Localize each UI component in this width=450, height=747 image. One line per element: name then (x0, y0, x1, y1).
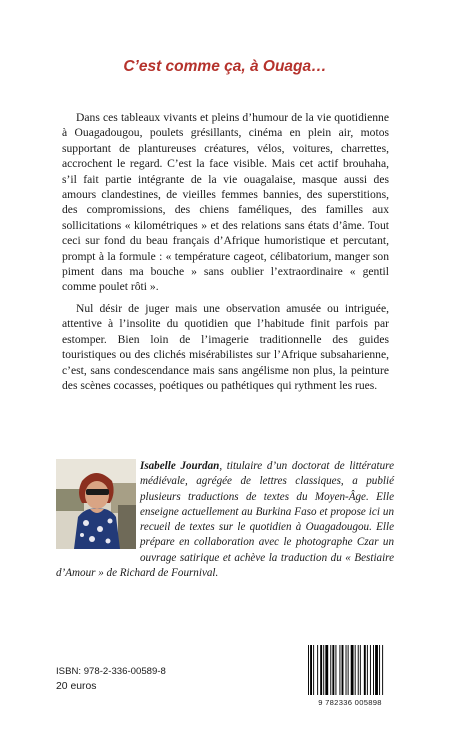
author-section (56, 459, 394, 609)
author-bio-text: , titulaire d’un doctorat de littérature médiévale, agrégée de lettres classiques, a publié plusieurs traductions de textes du Moyen-Âge. Elle enseigne actuellement au Burkina Faso et propose ici un recueil de textes sur le quotidien à Ouagadougou. Elle prépare en collaboration avec le photographe Czar un ouvrage satirique et achève la traduction du « Bestiaire d’Amour » de Richard de Fournival. (56, 460, 395, 580)
author-photo (56, 459, 136, 549)
isbn-label: ISBN: 978-2-336-00589-8 (56, 666, 166, 677)
barcode (304, 645, 396, 707)
barcode-number: 9 782336 005898 (318, 698, 382, 707)
price-label: 20 euros (56, 681, 97, 692)
author-name: Isabelle Jourdan (140, 460, 220, 472)
book-title: C’est comme ça, à Ouaga… (123, 58, 327, 75)
blurb-paragraph-1: Dans ces tableaux vivants et pleins d’humour de la vie quotidienne à Ouagadougou, poulets grésillants, cinéma en plein air, motos supportant de plantureuses créatures, vélos, voitures, charrettes, accrochent le regard. C’est la face visible. Mais cet actif brouhaha, s’il fait partie intégrante de la vie ouagalaise, masque aussi des amours clandestines, de vieilles femmes bannies, des superstitions, des compromissions, des chiens faméliques, des familles aux sollicitations « kilométriques » et des relations sans états d’âme. Tout ceci sur fond du beau français d’Afrique humoristique et percutant, prompt à la formule : « température cageot, célibatorium, manger son piment dans ma bouche » sans oublier l’extraordinaire « gentil comme poulet rôti ». (62, 111, 389, 294)
blurb (62, 110, 389, 393)
blurb-paragraph-2: Nul désir de juger mais une observation amusée ou intriguée, attentive à l’insolite du quotidien que l’habitude finit parfois par estomper. Bien loin de l’imagerie traditionnelle des guides touristiques ou des clichés misérabilistes sur l’Afrique subsaharienne, c’est, sans condescendance mais sans angélisme non plus, la peinture des scènes cocasses, poétiques ou pathétiques qui rythment les rues. (62, 301, 389, 392)
barcode-bars (304, 645, 396, 697)
